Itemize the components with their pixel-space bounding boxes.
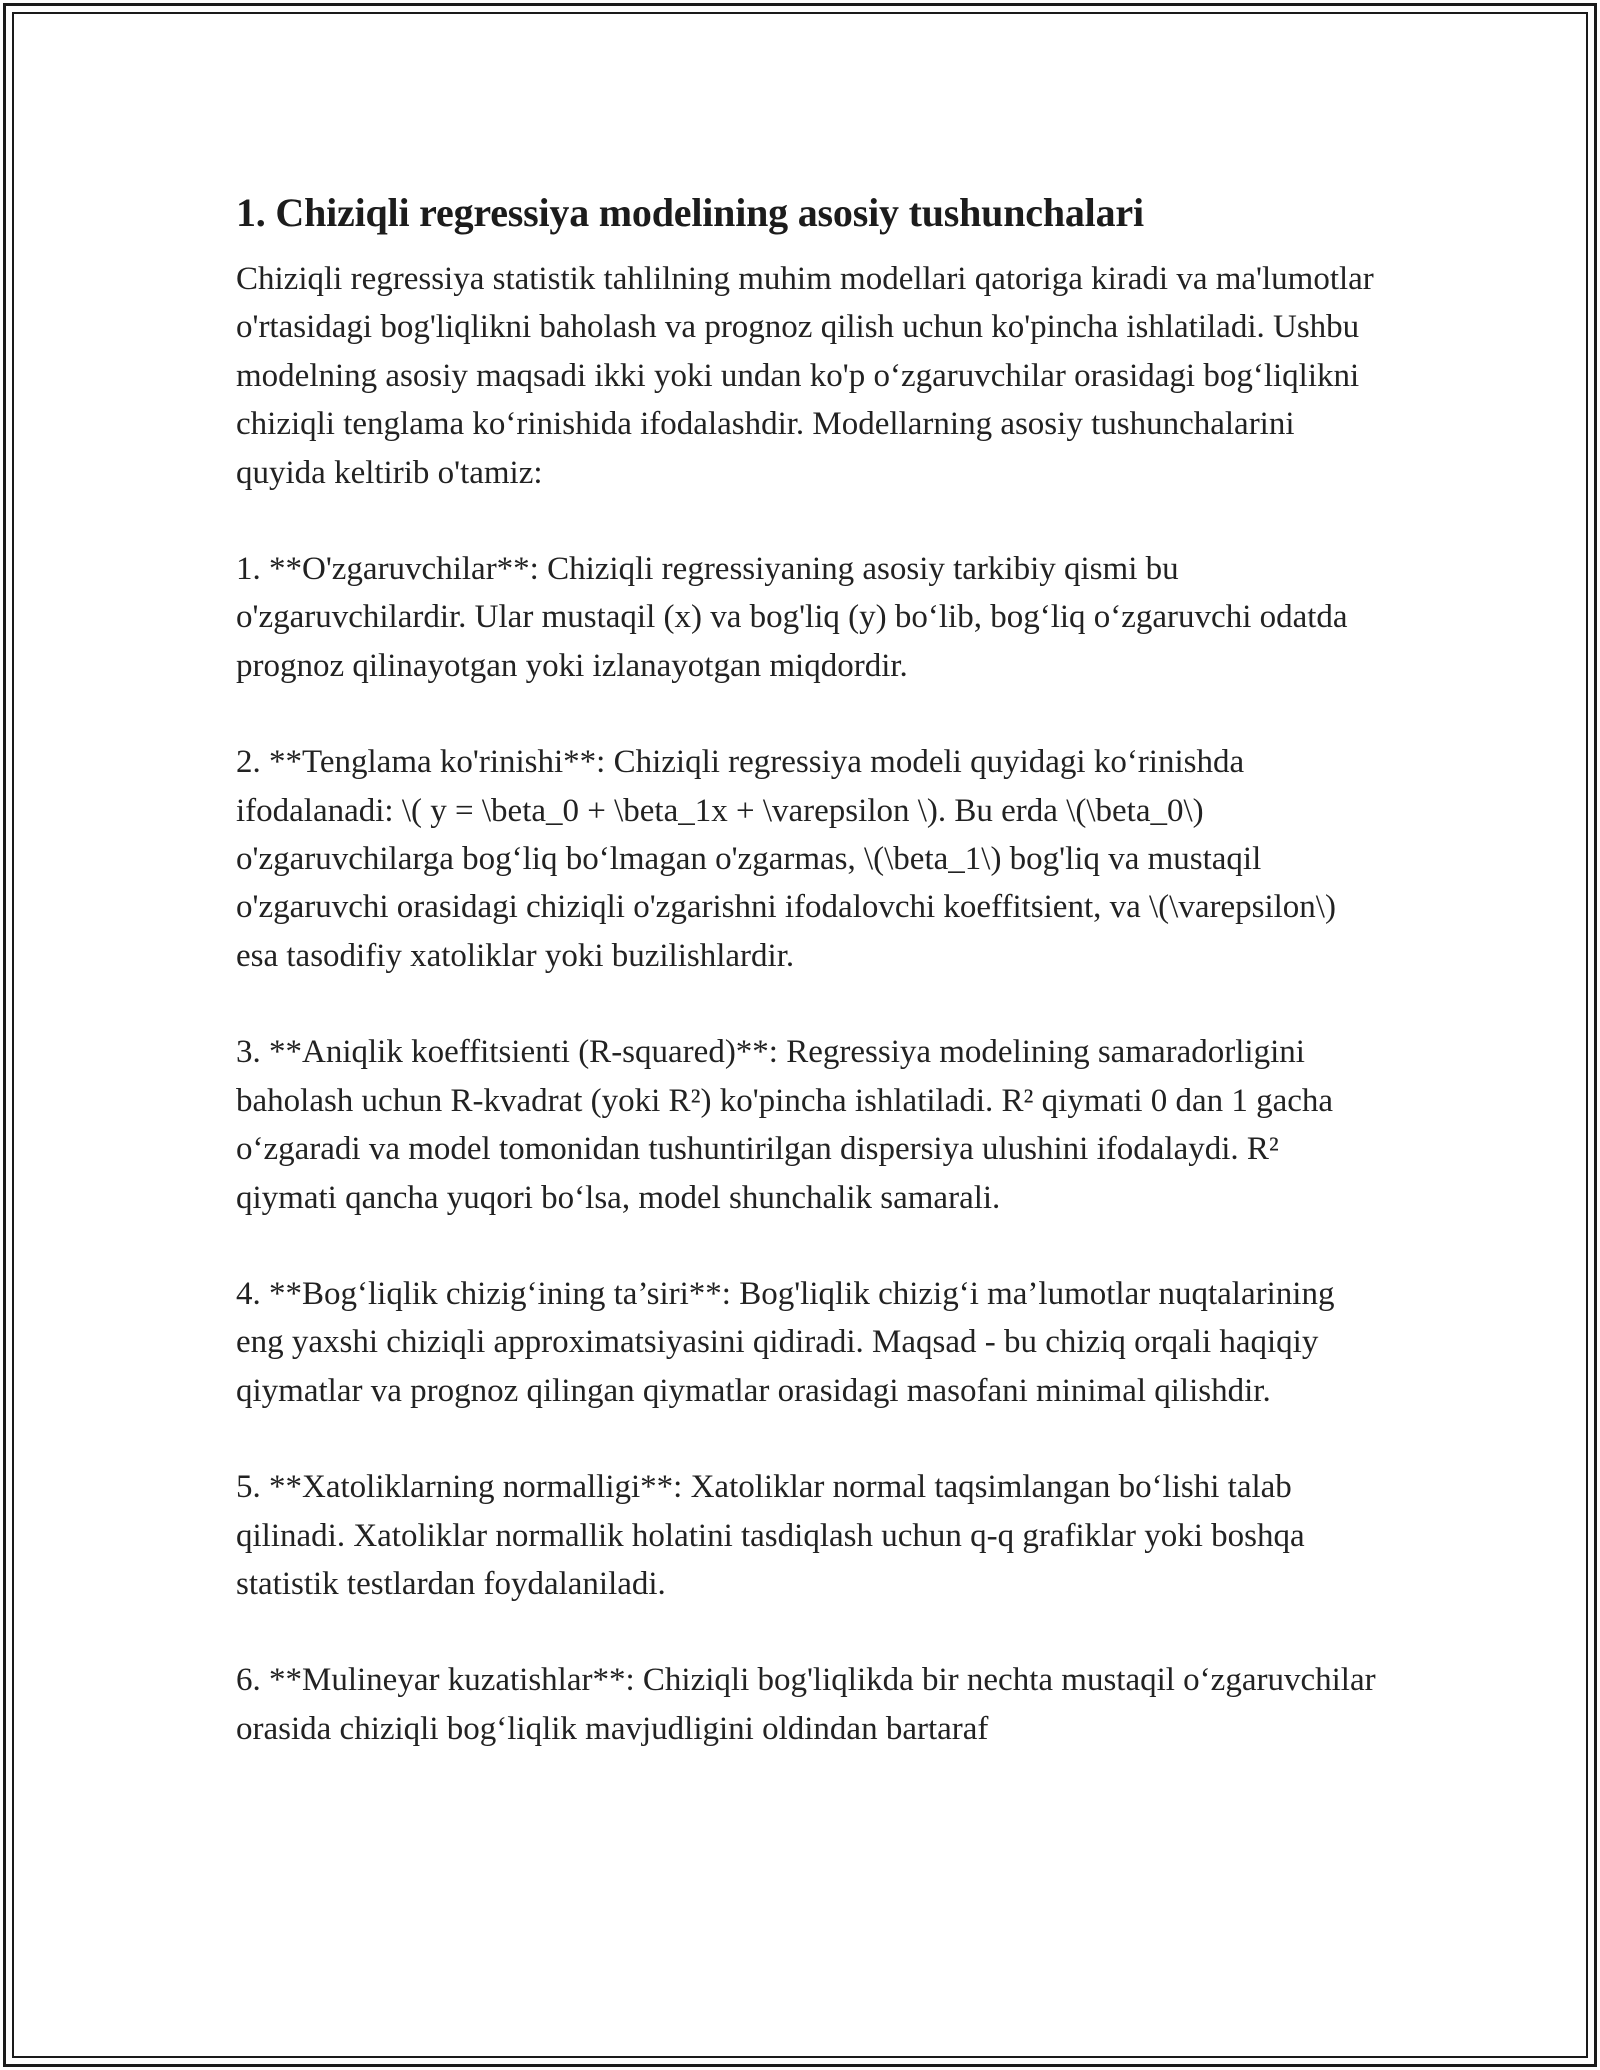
list-item-error-normality: 5. **Xatoliklarning normalligi**: Xatoliklar normal taqsimlangan bo‘lishi talab qilinadi. Xatoliklar normallik holatini tasdiqlash uchun q-q grafiklar yoki boshqa statistik testlardan foydalaniladi. <box>236 1469 1305 1602</box>
list-item-equation: 2. **Tenglama ko'rinishi**: Chiziqli regressiya modeli quyidagi ko‘rinishda ifodalanadi: \( y = \beta_0 + \beta_1x + \varepsilon \). Bu erda \(\beta_0\) o'zgaruvchilarga bog‘liq bo‘lmagan o'zgarmas, \(\beta_1\) bog'liq va mustaqil o'zgaruvchi orasidagi chiziqli o'zgarishni ifodalovchi koeffitsient, va \(\varepsilon\) esa tasodifiy xatoliklar yoki buzilishlardir. <box>236 744 1336 974</box>
list-item-r-squared: 3. **Aniqlik koeffitsienti (R-squared)**: Regressiya modelining samaradorligini baholash uchun R-kvadrat (yoki R²) ko'pincha ishlatiladi. R² qiymati 0 dan 1 gacha o‘zgaradi va model tomonidan tushuntirilgan dispersiya ulushini ifodalaydi. R² qiymati qancha yuqori bo‘lsa, model shunchalik samarali. <box>236 1034 1334 1216</box>
document-body <box>236 185 1386 1801</box>
intro-paragraph: Chiziqli regressiya statistik tahlilning muhim modellari qatoriga kiradi va ma'lumotlar o'rtasidagi bog'liqlikni baholash va prognoz qilish uchun ko'pincha ishlatiladi. Ushbu modelning asosiy maqsadi ikki yoki undan ko'p o‘zgaruvchilar orasidagi bog‘liqlikni chiziqli tenglama ko‘rinishida ifodalashdir. Modellarning asosiy tushunchalarini quyida keltirib o'tamiz: <box>236 261 1374 491</box>
list-item-multicollinearity: 6. **Mulineyar kuzatishlar**: Chiziqli bog'liqlikda bir nechta mustaqil o‘zgaruvchilar orasida chiziqli bog‘liqlik mavjudligini oldindan bartaraf <box>236 1662 1376 1747</box>
section-heading: 1. Chiziqli regressiya modelining asosiy tushunchalari <box>236 190 1144 235</box>
list-item-regression-line: 4. **Bog‘liqlik chizig‘ining ta’siri**: Bog'liqlik chizig‘i ma’lumotlar nuqtalarining eng yaxshi chiziqli approximatsiyasini qidiradi. Maqsad - bu chiziq orqali haqiqiy qiymatlar va prognoz qilingan qiymatlar orasidagi masofani minimal qilishdir. <box>236 1275 1335 1409</box>
list-item-variables: 1. **O'zgaruvchilar**: Chiziqli regressiyaning asosiy tarkibiy qismi bu o'zgaruvchilardir. Ular mustaqil (x) va bog'liq (y) bo‘lib, bog‘liq o‘zgaruvchi odatda prognoz qilinayotgan yoki izlanayotgan miqdordir. <box>236 551 1348 684</box>
